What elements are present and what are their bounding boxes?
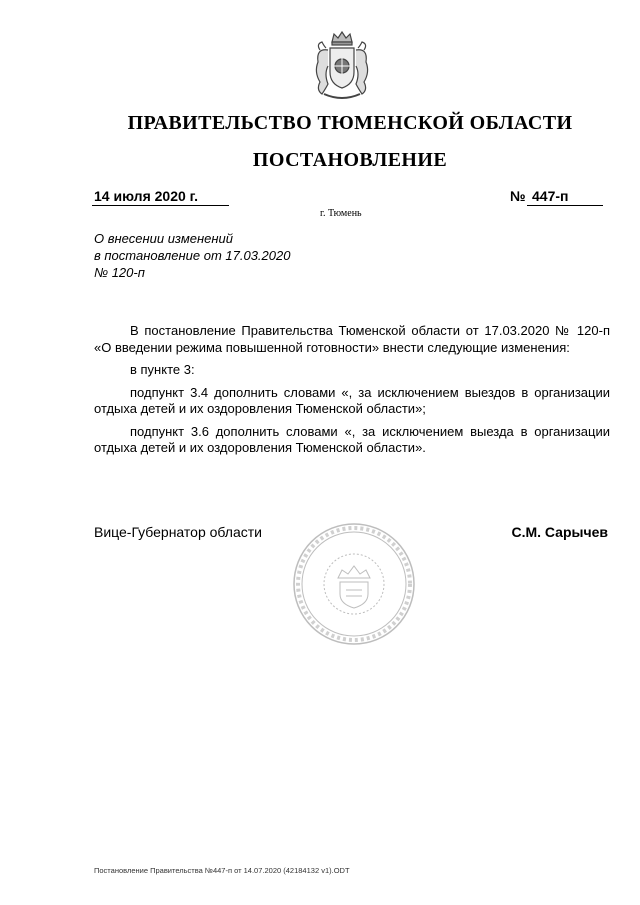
- number-underline: [527, 205, 603, 206]
- official-seal-icon: [290, 520, 418, 648]
- number-sign: №: [510, 188, 526, 204]
- coat-of-arms-icon: [302, 28, 382, 108]
- document-body: [94, 323, 610, 457]
- body-paragraph: в пункте 3:: [130, 362, 195, 377]
- body-paragraph: подпункт 3.4 дополнить словами «, за исключением выездов в организации отдыха детей и их оздоровления Тюменской области»;: [94, 384, 610, 416]
- document-type: ПОСТАНОВЛЕНИЕ: [252, 149, 448, 171]
- date-underline: [92, 205, 229, 206]
- body-paragraph: подпункт 3.6 дополнить словами «, за исключением выезда в организации отдыха детей и их оздоровления Тюменской области».: [94, 423, 610, 455]
- signer-name: С.М. Сарычев: [511, 524, 608, 540]
- document-footer: Постановление Правительства №447-п от 14.07.2020 (42184132 v1).ODT: [94, 866, 350, 875]
- document-date: 14 июля 2020 г.: [94, 188, 198, 204]
- document-subject: [94, 230, 290, 281]
- city-label: г. Тюмень: [320, 208, 362, 219]
- subject-line: О внесении изменений: [94, 231, 233, 246]
- document-number: 447-п: [532, 188, 569, 204]
- signer-position: Вице-Губернатор области: [94, 524, 262, 540]
- body-paragraph: В постановление Правительства Тюменской области от 17.03.2020 № 120-п «О введении режима повышенной готовности» внести следующие изменения:: [94, 323, 610, 355]
- government-title: ПРАВИТЕЛЬСТВО ТЮМЕНСКОЙ ОБЛАСТИ: [127, 112, 573, 134]
- subject-line: № 120-п: [94, 265, 145, 280]
- subject-line: в постановление от 17.03.2020: [94, 248, 291, 263]
